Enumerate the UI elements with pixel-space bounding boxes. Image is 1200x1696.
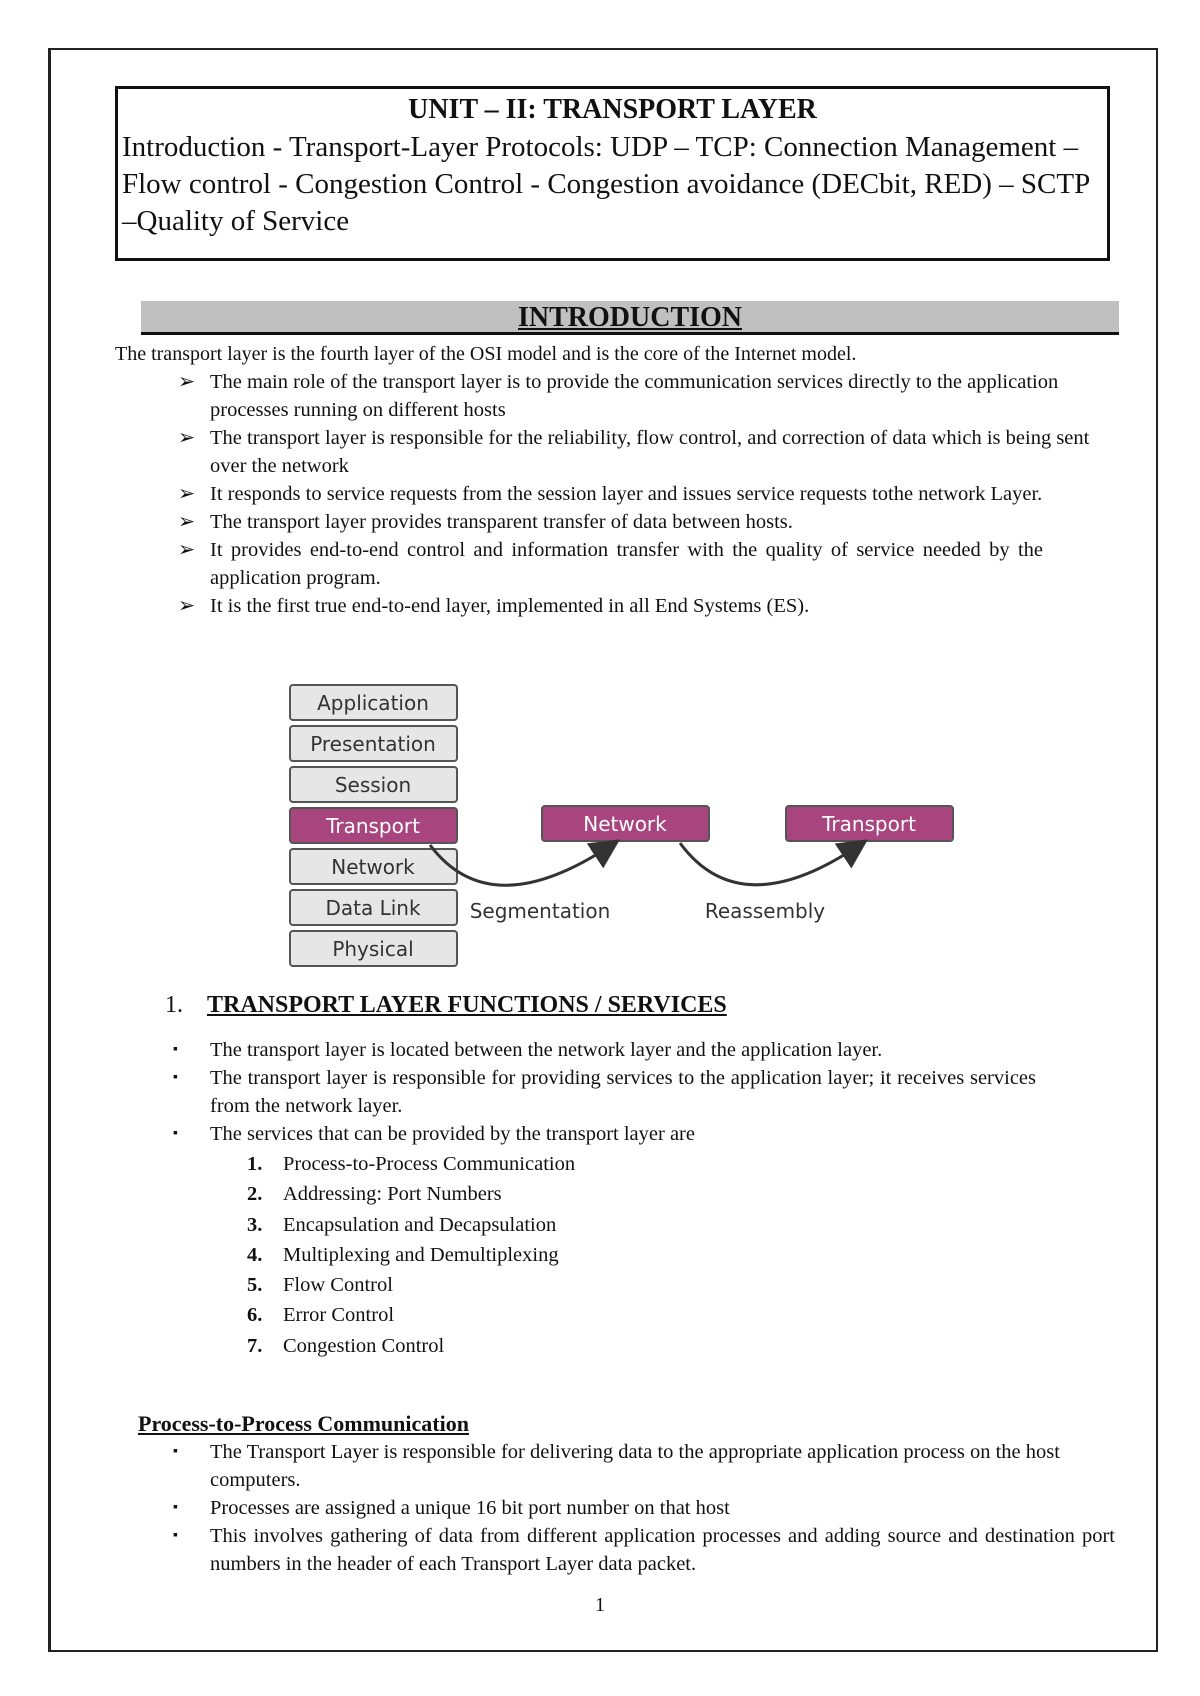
list-item: ▪ The Transport Layer is responsible for delivering data to the appropriate application process on the host computers.	[170, 1438, 1115, 1494]
osi-segmentation-diagram	[280, 680, 980, 980]
svg-text:Data Link: Data Link	[325, 896, 421, 920]
list-item: ▪ This involves gathering of data from different application processes and adding source and destination port numbers in the header of each Transport Layer data packet.	[170, 1522, 1115, 1578]
square-bullet-icon: ▪	[173, 1528, 178, 1543]
arrow-bullet-icon: ➢	[178, 371, 196, 393]
list-item: ➢ It is the first true end-to-end layer, implemented in all End Systems (ES).	[178, 592, 1128, 620]
reassembly-label: Reassembly	[704, 899, 826, 923]
transport-box	[786, 806, 953, 841]
list-item: ➢ It provides end-to-end control and information transfer with the quality of service needed by the application program.	[178, 536, 1128, 592]
svg-text:Network: Network	[583, 812, 667, 836]
list-item: ▪ The transport layer is responsible for providing services to the application layer; it receives services from the network layer.	[170, 1064, 1040, 1120]
square-bullet-icon: ▪	[173, 1126, 178, 1141]
svg-text:Application: Application	[317, 691, 429, 715]
section-title: TRANSPORT LAYER FUNCTIONS / SERVICES	[207, 992, 727, 1018]
stack-layer-transport	[290, 808, 457, 843]
stack-layer-network	[290, 849, 457, 884]
process-bullet-list	[170, 1438, 1115, 1578]
arrow-bullet-icon: ➢	[178, 427, 196, 449]
page-number: 1	[595, 1594, 605, 1616]
list-item: ➢ The transport layer provides transparent transfer of data between hosts.	[178, 508, 1128, 536]
arrow-bullet-icon: ➢	[178, 511, 196, 533]
introduction-heading-bar	[141, 301, 1119, 335]
services-numbered-list	[247, 1149, 575, 1361]
list-item: 5. Flow Control	[247, 1274, 393, 1297]
svg-text:Transport: Transport	[326, 814, 420, 838]
svg-text:Session: Session	[334, 773, 412, 797]
introduction-lead: The transport layer is the fourth layer of the OSI model and is the core of the Internet model.	[115, 343, 857, 365]
stack-layer-physical	[290, 931, 457, 966]
network-box	[542, 806, 709, 841]
list-item: ➢ The main role of the transport layer is to provide the communication services directly to the application processes running on different hosts	[178, 368, 1128, 424]
square-bullet-icon: ▪	[173, 1070, 178, 1085]
list-item: 6. Error Control	[247, 1304, 395, 1327]
list-item: 7. Congestion Control	[247, 1334, 445, 1357]
list-item: 3. Encapsulation and Decapsulation	[247, 1213, 557, 1236]
list-item: ➢ The transport layer is responsible for the reliability, flow control, and correction of data which is being sent over the network	[178, 424, 1128, 480]
stack-layer-data-link	[290, 890, 457, 925]
square-bullet-icon: ▪	[173, 1042, 178, 1057]
list-item: 4. Multiplexing and Demultiplexing	[247, 1243, 559, 1266]
stack-layer-presentation	[290, 726, 457, 761]
unit-topics: Introduction - Transport-Layer Protocols: UDP – TCP: Connection Management – Flow control - Congestion Control - Congestion avoidance (DECbit, RED) – SCTP –Quality of Service	[122, 131, 1090, 237]
list-item: 1. Process-to-Process Communication	[247, 1153, 576, 1175]
unit-header-box	[115, 86, 1110, 261]
functions-bullet-list	[170, 1036, 1040, 1148]
arrow-bullet-icon: ➢	[178, 539, 196, 561]
unit-title: UNIT – II: TRANSPORT LAYER	[408, 94, 817, 125]
square-bullet-icon: ▪	[173, 1444, 178, 1459]
reassembly-arrow	[680, 843, 858, 885]
arrow-bullet-icon: ➢	[178, 483, 196, 505]
section-number: 1.	[165, 992, 183, 1018]
introduction-bullet-list	[178, 368, 1128, 620]
svg-text:Transport: Transport	[822, 812, 916, 836]
process-to-process-heading: Process-to-Process Communication	[138, 1411, 469, 1436]
list-item: ▪ The services that can be provided by the transport layer are	[170, 1120, 1040, 1148]
stack-layer-session	[290, 767, 457, 802]
list-item: ▪ Processes are assigned a unique 16 bit port number on that host	[170, 1494, 1115, 1522]
list-item: ▪ The transport layer is located between the network layer and the application layer.	[170, 1036, 1040, 1064]
segmentation-label: Segmentation	[469, 899, 611, 923]
introduction-heading: INTRODUCTION	[517, 302, 743, 333]
list-item: 2. Addressing: Port Numbers	[247, 1183, 502, 1206]
arrow-bullet-icon: ➢	[178, 595, 196, 617]
section-heading	[165, 990, 727, 1020]
square-bullet-icon: ▪	[173, 1500, 178, 1515]
list-item: ➢ It responds to service requests from the session layer and issues service requests tothe network Layer.	[178, 480, 1128, 508]
svg-text:Network: Network	[331, 855, 415, 879]
stack-layer-application	[290, 685, 457, 720]
svg-text:Presentation: Presentation	[310, 732, 436, 756]
svg-text:Physical: Physical	[332, 937, 414, 961]
